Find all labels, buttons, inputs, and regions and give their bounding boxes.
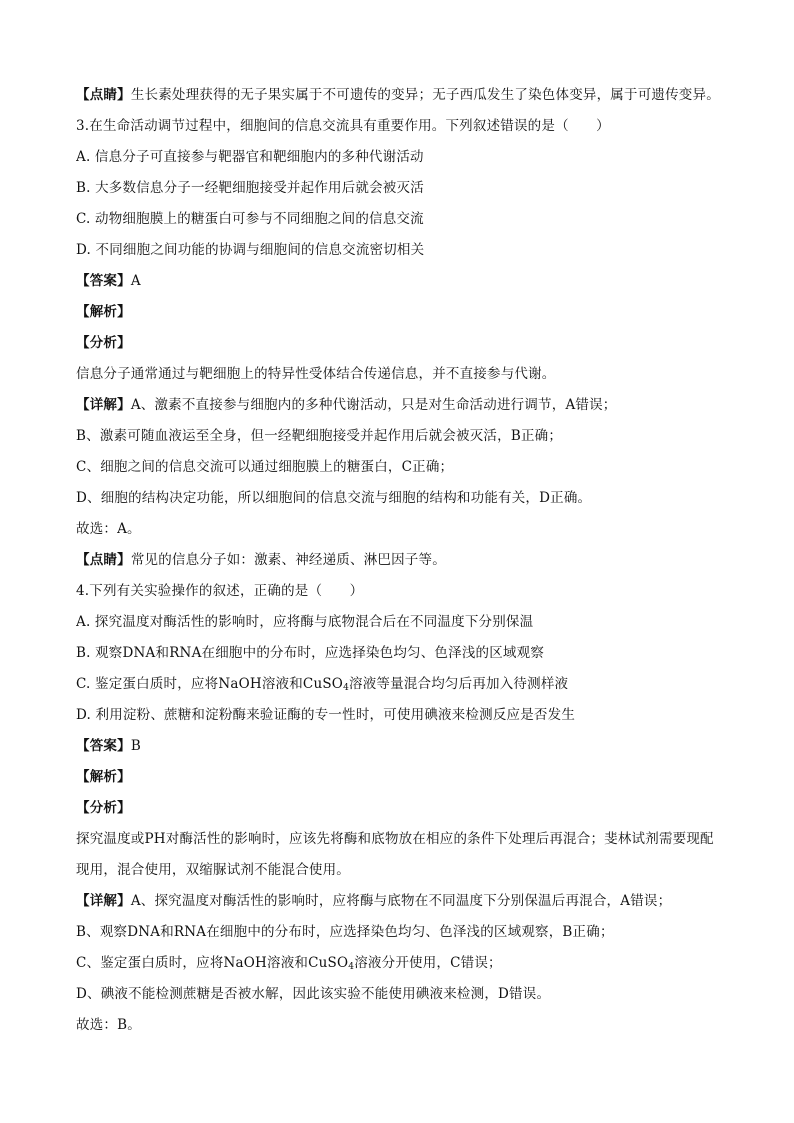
- tag-close-bracket: 】: [117, 335, 131, 351]
- question-4-option-a: A. 探究温度对酶活性的影响时，应将酶与底物混合后在不同温度下分别保温: [76, 614, 534, 630]
- tag-open-bracket: 【: [76, 893, 90, 909]
- explanation-tag: 解析: [89, 769, 118, 785]
- subscript: 4: [343, 683, 350, 693]
- tag-close-bracket: 】: [117, 397, 131, 413]
- tag-open-bracket: 【: [76, 738, 90, 754]
- analysis-tag: 分析: [89, 800, 118, 816]
- subscript: 4: [348, 962, 355, 972]
- analysis-text-line-2: 现用，混合使用，双缩脲试剂不能混合使用。: [76, 862, 350, 878]
- answer-text: A: [130, 273, 141, 289]
- question-4-option-b: B. 观察DNA和RNA在细胞中的分布时，应选择染色均匀、色泽浅的区域观察: [76, 645, 545, 661]
- tip-line: [76, 545, 736, 576]
- tag-open-bracket: 【: [76, 769, 90, 785]
- tip-line: [76, 80, 736, 111]
- question-4-option-d: D. 利用淀粉、蔗糖和淀粉酶来验证酶的专一性时，可使用碘液来检测反应是否发生: [76, 707, 576, 723]
- tag-close-bracket: 】: [117, 800, 131, 816]
- tag-open-bracket: 【: [76, 335, 90, 351]
- detail-b: B、观察DNA和RNA在细胞中的分布时，应选择染色均匀、色泽浅的区域观察，B正确；: [76, 924, 614, 940]
- tag-open-bracket: 【: [76, 800, 90, 816]
- tag-close-bracket: 】: [117, 893, 131, 909]
- tag-close-bracket: 】: [117, 552, 131, 568]
- question-3-option-a: A. 信息分子可直接参与靶器官和靶细胞内的多种代谢活动: [76, 149, 424, 165]
- detail-c: C、细胞之间的信息交流可以通过细胞膜上的糖蛋白，C正确；: [76, 459, 454, 475]
- option-c-text-end: 溶液等量混合均匀后再加入待测样液: [349, 676, 569, 692]
- explanation-heading: [76, 762, 736, 793]
- question-3-option-b: B. 大多数信息分子一经靶细胞接受并起作用后就会被灭活: [76, 180, 424, 196]
- tag-close-bracket: 】: [117, 304, 131, 320]
- answer-line: [76, 266, 736, 297]
- analysis-tag: 分析: [89, 335, 118, 351]
- question-3-stem: 3.在生命活动调节过程中，细胞间的信息交流具有重要作用。下列叙述错误的是（ ）: [76, 118, 610, 134]
- detail-line: [76, 886, 736, 917]
- detail-c: [76, 948, 736, 979]
- detail-tag: 详解: [89, 397, 118, 413]
- detail-line: [76, 390, 736, 421]
- conclusion: 故选：A。: [76, 521, 141, 537]
- tag-open-bracket: 【: [76, 304, 90, 320]
- detail-c-text-start: C、鉴定蛋白质时，应将NaOH溶液和CuSO: [76, 955, 349, 971]
- conclusion: 故选：B。: [76, 1017, 141, 1033]
- answer-text: B: [130, 738, 141, 754]
- detail-tag: 详解: [89, 893, 118, 909]
- answer-tag: 答案: [89, 738, 118, 754]
- question-4-option-c: [76, 669, 736, 700]
- tag-close-bracket: 】: [117, 273, 131, 289]
- tip-text: 常见的信息分子如：激素、神经递质、淋巴因子等。: [130, 552, 446, 568]
- tip-tag: 点睛: [89, 552, 118, 568]
- answer-line: [76, 731, 736, 762]
- question-3-option-d: D. 不同细胞之间功能的协调与细胞间的信息交流密切相关: [76, 242, 425, 258]
- document-page: [76, 80, 736, 1041]
- tag-open-bracket: 【: [76, 397, 90, 413]
- detail-d: D、细胞的结构决定功能，所以细胞间的信息交流与细胞的结构和功能有关，D正确。: [76, 490, 592, 506]
- question-4-stem: 4.下列有关实验操作的叙述，正确的是（ ）: [76, 583, 364, 599]
- analysis-heading: [76, 793, 736, 824]
- explanation-heading: [76, 297, 736, 328]
- detail-text: A、激素不直接参与细胞内的多种代谢活动，只是对生命活动进行调节，A错误；: [130, 397, 617, 413]
- tag-close-bracket: 】: [117, 769, 131, 785]
- tag-close-bracket: 】: [117, 738, 131, 754]
- detail-b: B、激素可随血液运至全身，但一经靶细胞接受并起作用后就会被灭活，B正确；: [76, 428, 563, 444]
- detail-c-text-end: 溶液分开使用，C错误；: [354, 955, 502, 971]
- detail-d: D、碘液不能检测蔗糖是否被水解，因此该实验不能使用碘液来检测，D错误。: [76, 986, 551, 1002]
- analysis-text: 信息分子通常通过与靶细胞上的特异性受体结合传递信息，并不直接参与代谢。: [76, 366, 556, 382]
- analysis-heading: [76, 328, 736, 359]
- tip-tag: 点睛: [89, 87, 118, 103]
- tag-open-bracket: 【: [76, 552, 90, 568]
- option-c-text-start: C. 鉴定蛋白质时，应将NaOH溶液和CuSO: [76, 676, 344, 692]
- tag-open-bracket: 【: [76, 87, 90, 103]
- answer-tag: 答案: [89, 273, 118, 289]
- tag-open-bracket: 【: [76, 273, 90, 289]
- tag-close-bracket: 】: [117, 87, 131, 103]
- explanation-tag: 解析: [89, 304, 118, 320]
- detail-text: A、探究温度对酶活性的影响时，应将酶与底物在不同温度下分别保温后再混合，A错误；: [130, 893, 672, 909]
- question-3-option-c: C. 动物细胞膜上的糖蛋白可参与不同细胞之间的信息交流: [76, 211, 424, 227]
- tip-text: 生长素处理获得的无子果实属于不可遗传的变异；无子西瓜发生了染色体变异，属于可遗传变异。: [130, 87, 720, 103]
- analysis-text-line-1: 探究温度或PH对酶活性的影响时，应该先将酶和底物放在相应的条件下处理后再混合；斐林试剂需要现配: [76, 831, 714, 847]
